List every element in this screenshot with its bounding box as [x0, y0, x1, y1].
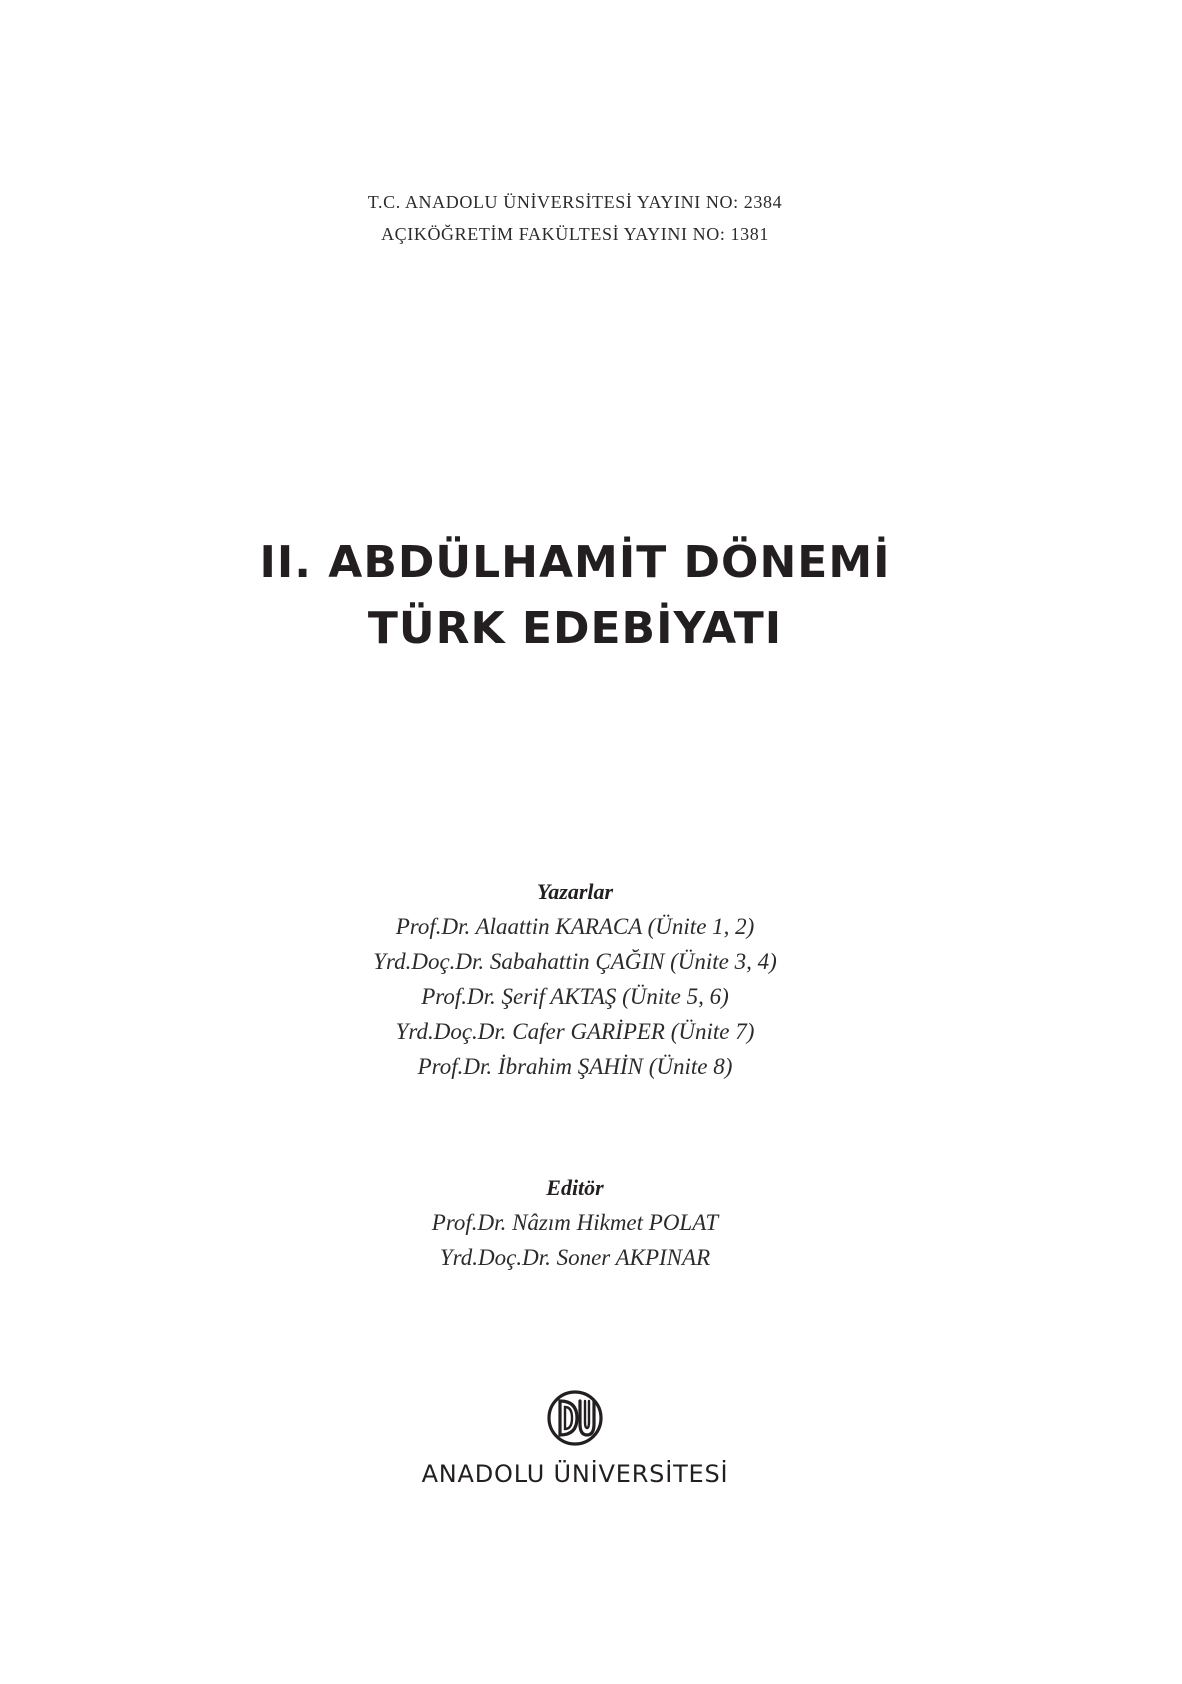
author-item: Prof.Dr. İbrahim ŞAHİN (Ünite 8) — [417, 1054, 733, 1079]
publisher-block — [0, 1388, 1150, 1488]
publisher-name: ANADOLU ÜNİVERSİTESİ — [421, 1460, 729, 1488]
faculty-publication-number-line: AÇIKÖĞRETİM FAKÜLTESİ YAYINI NO: 1381 — [381, 224, 769, 244]
editor-item: Yrd.Doç.Dr. Soner AKPINAR — [439, 1245, 711, 1270]
book-title — [0, 530, 1150, 662]
author-item: Prof.Dr. Şerif AKTAŞ (Ünite 5, 6) — [421, 984, 729, 1009]
authors-section — [0, 874, 1150, 1084]
editors-section — [0, 1170, 1150, 1275]
author-item: Yrd.Doç.Dr. Sabahattin ÇAĞIN (Ünite 3, 4) — [373, 949, 777, 974]
author-item: Yrd.Doç.Dr. Cafer GARİPER (Ünite 7) — [395, 1019, 755, 1044]
editor-item: Prof.Dr. Nâzım Hikmet POLAT — [431, 1210, 719, 1235]
publication-info — [0, 186, 1150, 250]
anadolu-university-emblem-icon — [543, 1388, 607, 1448]
authors-heading: Yazarlar — [536, 879, 614, 904]
book-title-line-2: TÜRK EDEBİYATI — [367, 603, 783, 654]
author-item: Prof.Dr. Alaattin KARACA (Ünite 1, 2) — [395, 914, 755, 939]
publication-number-line: T.C. ANADOLU ÜNİVERSİTESİ YAYINI NO: 2384 — [367, 192, 783, 212]
editors-heading: Editör — [546, 1175, 604, 1200]
book-title-line-1: II. ABDÜLHAMİT DÖNEMİ — [259, 537, 891, 588]
